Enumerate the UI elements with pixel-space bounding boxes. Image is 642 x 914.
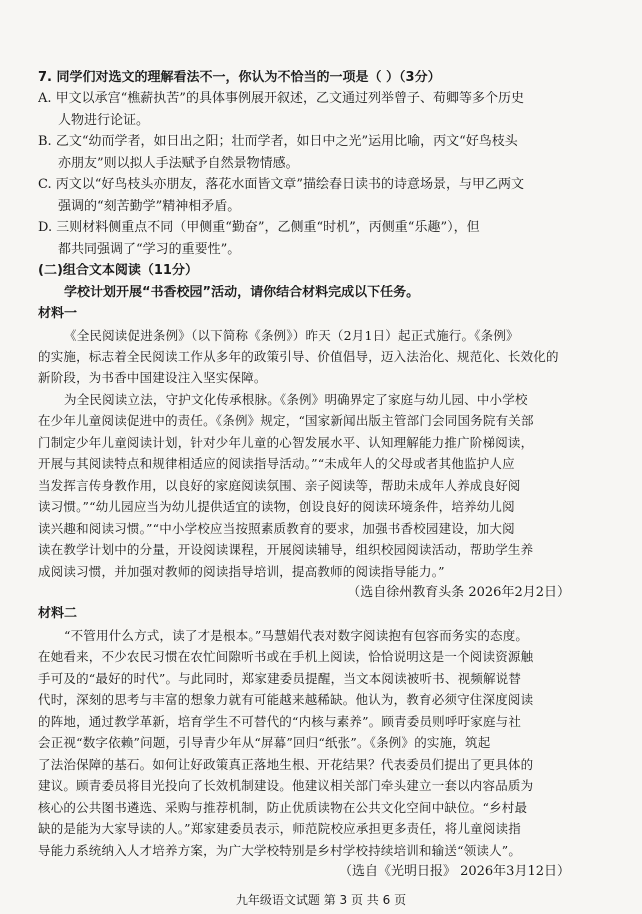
option-a-line-1: A. 甲文以承宫“樵薪执苦”的具体事例展开叙述，乙文通过列举曾子、荀卿等多个历史 xyxy=(38,91,524,106)
option-a-line-2: 人物进行论证。 xyxy=(58,113,150,128)
material-2-line: “不管用什么方式，读了才是根本。”马慧娟代表对数字阅读抱有包容而务实的态度。 xyxy=(64,628,529,643)
material-1-line: 新阶段，为书香中国建设注入坚实保障。 xyxy=(38,370,267,385)
material-2-source: （选自《光明日报》 2026年3月12日） xyxy=(338,864,570,879)
option-c-line-2: 强调的“刻苦勤学”精神相矛盾。 xyxy=(58,199,241,214)
material-1-line: 门制定少年儿童阅读计划，针对少年儿童的心智发展水平、认知理解能力推广阶梯阅读， xyxy=(38,435,534,450)
page-footer: 九年级语文试题 第 3 页 共 6 页 xyxy=(235,893,407,907)
material-2-line: 代时，深刻的思考与丰富的想象力就有可能越来越稀缺。他认为，教育必须守住深度阅读 xyxy=(38,692,534,707)
material-2-line: 手可及的“最好的时代”。与此同时，郑家建委员提醒，当文本阅读被听书、视频解说替 xyxy=(38,671,522,686)
material-2-line: 了法治保障的基石。如何让好政策真正落地生根、开花结果？代表委员们提出了更具体的 xyxy=(38,757,534,772)
question-7-stem: 7. 同学们对选文的理解看法不一，你认为不恰当的一项是（ ）（3分） xyxy=(38,70,441,85)
material-1-line: 成阅读习惯，并加强对教师的阅读指导培训，提高教师的阅读指导能力。” xyxy=(38,564,445,579)
material-1-line: 读在教学计划中的分量，开设阅读课程，开展阅读辅导，组织校园阅读活动，帮助学生养 xyxy=(38,542,534,557)
material-1-line: 在少年儿童阅读促进中的责任。《条例》规定，“国家新闻出版主管部门会同国务院有关部 xyxy=(38,413,534,428)
material-1-line: 当发挥言传身教作用，以良好的家庭阅读氛围、亲子阅读等，帮助未成年人养成良好阅 xyxy=(38,478,521,493)
material-2-title: 材料二 xyxy=(38,606,78,621)
material-1-line: 为全民阅读立法，守护文化传承根脉。《条例》明确界定了家庭与幼儿园、中小学校 xyxy=(64,392,528,407)
material-1-source: （选自徐州教育头条 2026年2月2日） xyxy=(347,585,570,600)
material-2-line: 的阵地，通过教学革新，培育学生不可替代的“内核与素养”。顾青委员则呼吁家庭与社 xyxy=(38,714,522,729)
material-1-line: 开展与其阅读特点和规律相适应的阅读指导活动。”“未成年人的父母或者其他监护人应 xyxy=(38,456,515,471)
material-2-line: 核心的公共图书遴选、采购与推荐机制，防止优质读物在公共文化空间中缺位。“乡村最 xyxy=(38,800,528,815)
option-c-line-1: C. 丙文以“好鸟枝头亦朋友，落花水面皆文章”描绘春日读书的诗意场景，与甲乙两文 xyxy=(38,177,525,192)
material-1-line: 读兴趣和阅读习惯。”“中小学校应当按照素质教育的要求，加强书香校园建设，加大阅 xyxy=(38,521,515,536)
section-intro: 学校计划开展“书香校园”活动，请你结合材料完成以下任务。 xyxy=(64,285,420,300)
material-2-line: 导能力系统纳入人才培养方案，为广大学校特别是乡村学校持续培训和输送“领读人”。 xyxy=(38,843,522,858)
material-1-title: 材料一 xyxy=(38,306,78,321)
material-2-line: 在她看来，不少农民习惯在农忙间隙听书或在手机上阅读，恰恰说明这是一个阅读资源触 xyxy=(38,649,534,664)
material-2-line: 缺的是能为大家导读的人。”郑家建委员表示，师范院校应承担更多责任，将儿童阅读指 xyxy=(38,821,521,836)
option-b-line-2: 亦朋友”则以拟人手法赋予自然景物情感。 xyxy=(58,156,299,171)
material-1-line: 读习惯。”“幼儿园应当为幼儿提供适宜的读物，创设良好的阅读环境条件，培养幼儿阅 xyxy=(38,499,515,514)
material-1-line: 的实施，标志着全民阅读工作从多年的政策引导、价值倡导，迈入法治化、规范化、长效化的 xyxy=(38,349,559,364)
material-2-line: 建议。顾青委员将目光投向了长效机制建设。他建议相关部门牵头建立一套以内容品质为 xyxy=(38,778,534,793)
option-d-line-1: D. 三则材料侧重点不同（甲侧重“勤奋”，乙侧重“时机”，丙侧重“乐趣”），但 xyxy=(38,220,480,235)
material-2-line: 会正视“数字依赖”问题，引导青少年从“屏幕”回归“纸张”。《条例》的实施，筑起 xyxy=(38,735,491,750)
section-heading: (二)组合文本阅读（11分） xyxy=(38,263,198,278)
option-d-line-2: 都共同强调了“学习的重要性”。 xyxy=(58,242,241,257)
option-b-line-1: B. 乙文“幼而学者，如日出之阳；壮而学者，如日中之光”运用比喻，丙文“好鸟枝头 xyxy=(38,134,518,149)
material-1-line: 《全民阅读促进条例》（以下简称《条例》）昨天（2月1日）起正式施行。《条例》 xyxy=(64,328,519,343)
